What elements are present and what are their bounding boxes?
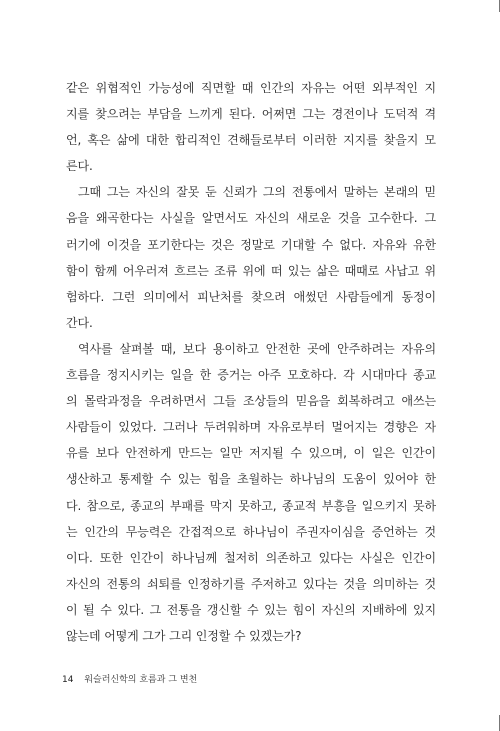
text-line: 생산하고 통제할 수 있는 힘을 초월하는 하나님의 도움이 있어야 한 xyxy=(66,472,436,487)
text-line: 않는데 어떻게 그가 그리 인정할 수 있겠는가? xyxy=(66,628,302,643)
body-text xyxy=(66,75,436,649)
text-line: 그때 그는 자신의 잘못 둔 신뢰가 그의 전통에서 말하는 본래의 믿 xyxy=(78,185,436,200)
text-line: 다. 참으로, 종교의 부패를 막지 못하고, 종교적 부흥을 일으키지 못하 xyxy=(66,498,436,513)
text-line: 유를 보다 안전하게 만드는 일만 저지될 수 있으며, 이 일은 인간이 xyxy=(66,446,436,461)
text-line: 흐름을 정지시키는 일을 한 증거는 아주 모호하다. 각 시대마다 종교 xyxy=(66,368,436,383)
text-line: 는 인간의 무능력은 간접적으로 하나님이 주권자이심을 증언하는 것 xyxy=(66,524,436,539)
text-line: 언, 혹은 삶에 대한 합리적인 견해들로부터 이러한 지지를 찾을지 모 xyxy=(66,133,436,148)
text-line: 지를 찾으려는 부담을 느끼게 된다. 어쩌면 그는 경전이나 도덕적 격 xyxy=(66,107,436,122)
text-line: 함이 함께 어우러져 흐르는 조류 위에 떠 있는 삶은 때때로 사납고 위 xyxy=(66,263,436,278)
text-line: 이 될 수 있다. 그 전통을 갱신할 수 있는 힘이 자신의 지배하에 있지 xyxy=(66,602,436,617)
text-line: 자신의 전통의 쇠퇴를 인정하기를 주저하고 있다는 것을 의미하는 것 xyxy=(66,576,436,591)
text-line: 역사를 살펴볼 때, 보다 용이하고 안전한 곳에 안주하려는 자유의 xyxy=(78,341,436,356)
text-line: 같은 위협적인 가능성에 직면할 때 인간의 자유는 어떤 외부적인 지 xyxy=(66,81,436,95)
text-line: 사람들이 있었다. 그러나 두려워하며 자유로부터 멀어지는 경향은 자 xyxy=(66,420,436,435)
page-footer xyxy=(62,672,197,685)
text-line: 험하다. 그런 의미에서 피난처를 찾으려 애썼던 사람들에게 동정이 xyxy=(66,289,436,304)
text-line: 간다. xyxy=(66,315,93,330)
text-line: 이다. 또한 인간이 하나님께 철저히 의존하고 있다는 사실은 인간이 xyxy=(66,550,436,565)
text-line: 음을 왜곡한다는 사실을 알면서도 자신의 새로운 것을 고수한다. 그 xyxy=(66,211,436,226)
page-number: 14 xyxy=(62,675,74,685)
text-line: 의 몰락과정을 우려하면서 그들 조상들의 믿음을 회복하려고 애쓰는 xyxy=(66,394,436,409)
text-line: 러기에 이것을 포기한다는 것은 정말로 기대할 수 없다. 자유와 유한 xyxy=(66,237,436,252)
text-line: 른다. xyxy=(66,159,93,174)
running-title: 워슬러신학의 흐름과 그 변천 xyxy=(84,675,198,685)
